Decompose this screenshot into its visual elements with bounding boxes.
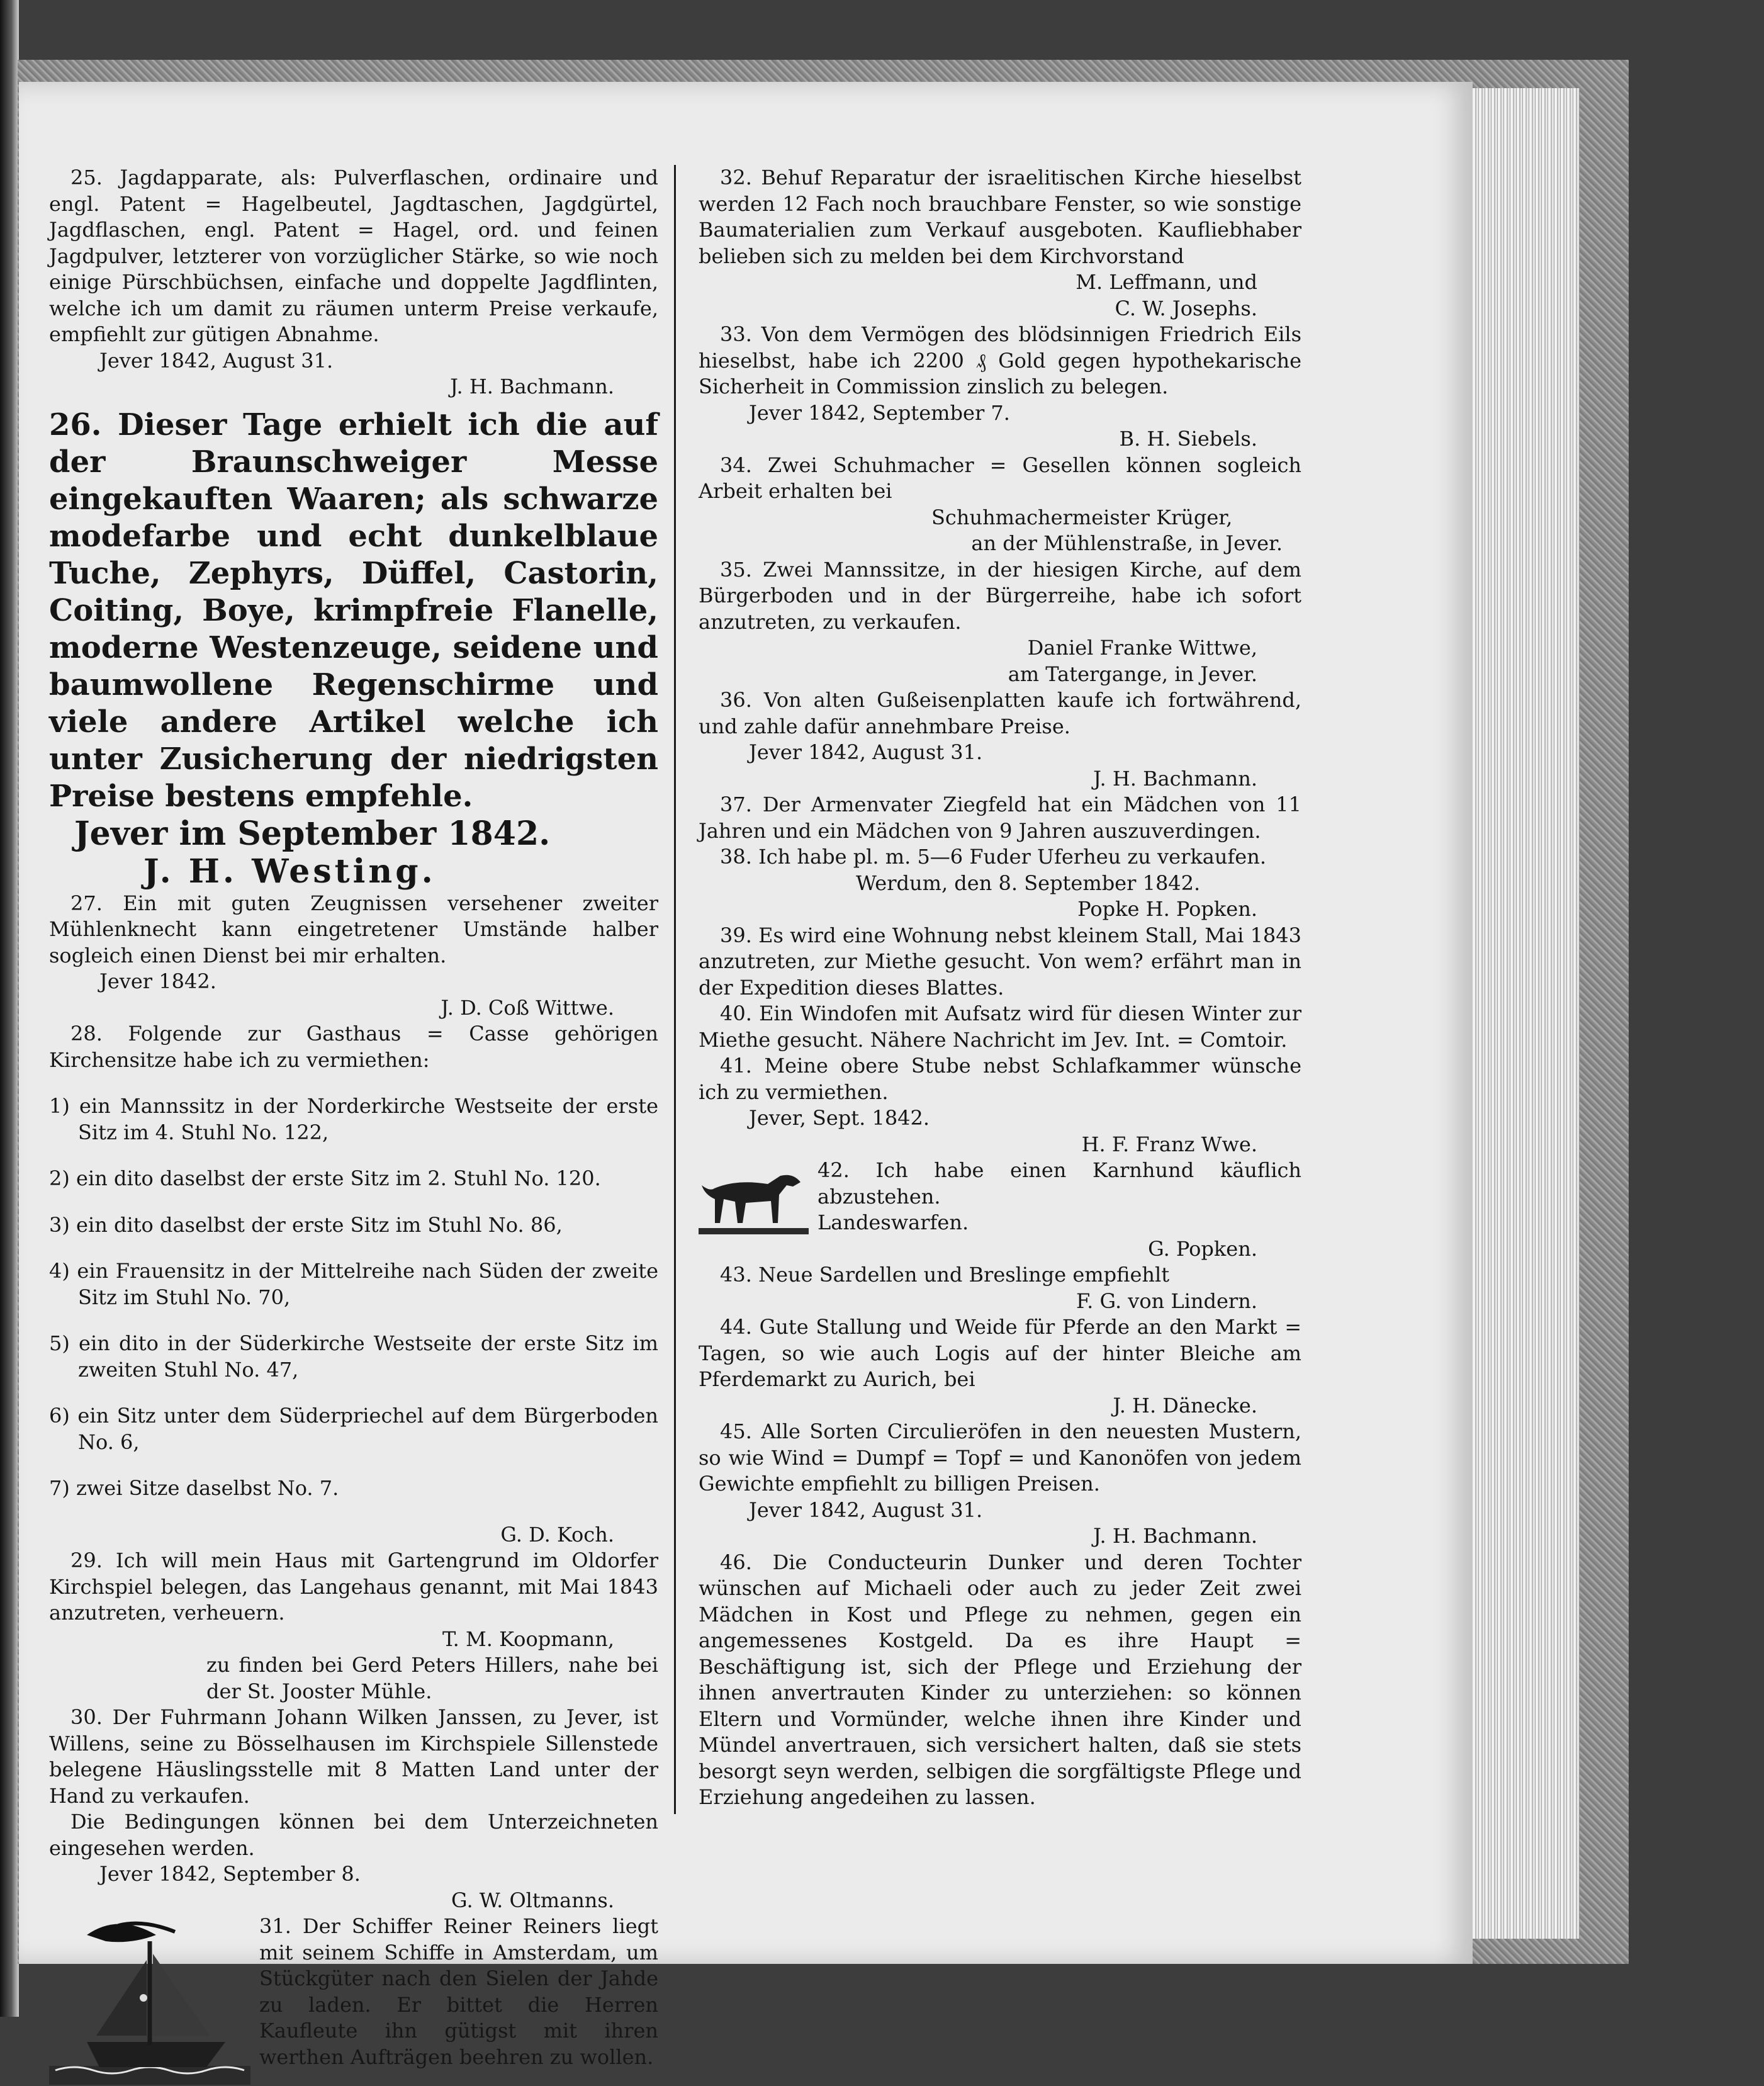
list-item: 3) ein dito daselbst der erste Sitz im Stuhl No. 86, bbox=[49, 1212, 563, 1237]
dog-woodcut-icon bbox=[699, 1160, 809, 1236]
list-item: 5) ein dito in der Süderkirche Westseite der erste Sitz im zweiten Stuhl No. 47, bbox=[49, 1331, 658, 1382]
advertisement-42 bbox=[699, 1158, 1301, 1262]
column-divider bbox=[674, 165, 676, 1814]
ad-text: 46. Die Conducteurin Dunker und deren Tochter wünschen auf Michaeli oder auch zu jeder Zeit zwei Mädchen in Kost und Pflege zu nehmen, gegen ein angemessenes Kostgeld. Da es ihre Haupt = Beschäftigung ist, sich der Pflege und Erziehung der ihnen anvertrauten Kinder zu unterziehen: so können Eltern und Vormünder, welche ihnen ihre Kinder und Mündel anvertrauen, sich versichert halten, daß sie stets besorgt seyn werden, selbigen die sorgfältigste Pflege und Erziehung angedeihen zu lassen. bbox=[699, 1550, 1301, 1809]
ad-place-date: Werdum, den 8. September 1842. bbox=[856, 871, 1201, 895]
left-page-gutter bbox=[0, 0, 19, 2017]
ad-intro: 28. Folgende zur Gasthaus = Casse gehörigen Kirchensitze habe ich zu vermiethen: bbox=[49, 1022, 658, 1072]
ad-signature: F. G. von Lindern. bbox=[1076, 1288, 1257, 1313]
ad-location: an der Mühlenstraße, in Jever. bbox=[971, 531, 1283, 555]
list-item: 7) zwei Sitze daselbst No. 7. bbox=[49, 1476, 339, 1500]
list-item: 4) ein Frauensitz in der Mittelreihe nach Süden der zweite Sitz im Stuhl No. 70, bbox=[49, 1259, 658, 1309]
ad-location: zu finden bei Gerd Peters Hillers, nahe bei der St. Jooster Mühle. bbox=[206, 1653, 658, 1703]
ad-text: 29. Ich will mein Haus mit Gartengrund im Oldorfer Kirchspiel belegen, das Langehaus genannt, mit Mai 1843 anzutreten, verheuern. bbox=[49, 1548, 658, 1625]
ad-text: 38. Ich habe pl. m. 5—6 Fuder Uferheu zu verkaufen. bbox=[720, 845, 1266, 869]
ad-signature: G. W. Oltmanns. bbox=[451, 1888, 614, 1912]
advertisement-30 bbox=[49, 1705, 658, 1914]
ad-signature: Daniel Franke Wittwe, bbox=[1027, 636, 1257, 660]
ad-text: 40. Ein Windofen mit Aufsatz wird für diesen Winter zur Miethe gesucht. Nähere Nachricht im Jev. Int. = Comtoir. bbox=[699, 1001, 1301, 1052]
ad-text: 45. Alle Sorten Circulieröfen in den neuesten Mustern, so wie Wind = Dumpf = Topf = und Kanonöfen von jedem Gewichte empfiehlt zu billigen Preisen. bbox=[699, 1419, 1301, 1496]
advertisement-31 bbox=[49, 1914, 658, 2086]
advertisement-41 bbox=[699, 1053, 1301, 1158]
list-item: 2) ein dito daselbst der erste Sitz im 2. Stuhl No. 120. bbox=[49, 1166, 601, 1190]
ad-text: 34. Zwei Schuhmacher = Gesellen können sogleich Arbeit erhalten bei bbox=[699, 453, 1301, 503]
ad-text: 30. Der Fuhrmann Johann Wilken Janssen, zu Jever, ist Willens, seine zu Bösselhausen im Kirchspiele Sillenstede belegene Häuslingsstelle mit 8 Matten Land unter der Hand zu verkaufen. bbox=[49, 1705, 658, 1808]
ad-place-date: Jever 1842. bbox=[99, 969, 216, 993]
ad-place: Landeswarfen. bbox=[817, 1210, 969, 1234]
ad-signature: B. H. Siebels. bbox=[1119, 427, 1257, 451]
ad-place-date: Jever 1842, September 7. bbox=[749, 400, 1010, 425]
list-item: 1) ein Mannssitz in der Norderkirche Westseite der erste Sitz im 4. Stuhl No. 122, bbox=[49, 1094, 658, 1144]
ad-place-date: Jever 1842, August 31. bbox=[749, 740, 983, 764]
ad-signature: T. M. Koopmann, bbox=[442, 1627, 614, 1651]
advertisement-46 bbox=[699, 1550, 1301, 1811]
ad-signature: G. D. Koch. bbox=[500, 1522, 614, 1547]
ad-text-large: 26. Dieser Tage erhielt ich die auf der Braunschweiger Messe eingekauften Waaren; als schwarze modefarbe und echt dunkelblaue Tuche, Zephyrs, Düffel, Castorin, Coiting, Boye, krimpfreie Flanelle, moderne Westenzeuge, seidene und baumwollene Regenschirme und viele andere Artikel welche ich unter Zusicherung der niedrigsten Preise bestens empfehle. bbox=[49, 407, 658, 814]
ad-signature: C. W. Josephs. bbox=[1115, 296, 1257, 320]
advertisement-35 bbox=[699, 557, 1301, 688]
advertisement-45 bbox=[699, 1419, 1301, 1550]
advertisement-28 bbox=[49, 1021, 658, 1548]
ad-text: 39. Es wird eine Wohnung nebst kleinem Stall, Mai 1843 anzutreten, zur Miethe gesucht. Von wem? erfährt man in der Expedition dieses Blattes. bbox=[699, 923, 1301, 1000]
ad-place-date: Jever im September 1842. bbox=[74, 814, 551, 853]
ad-text: 42. Ich habe einen Karnhund käuflich abzustehen. bbox=[817, 1158, 1301, 1209]
ad-place-date: Jever, Sept. 1842. bbox=[749, 1106, 930, 1130]
ad-signature: J. D. Coß Wittwe. bbox=[441, 995, 614, 1020]
advertisement-33 bbox=[699, 322, 1301, 453]
ad-text: 44. Gute Stallung und Weide für Pferde an den Markt = Tagen, so wie auch Logis auf der hinter Bleiche am Pferdemarkt zu Aurich, bei bbox=[699, 1315, 1301, 1391]
ad-location: am Tatergange, in Jever. bbox=[1008, 662, 1257, 686]
advertisement-29 bbox=[49, 1548, 658, 1705]
ad-signature: J. H. Bachmann. bbox=[1093, 1524, 1257, 1548]
ad-signature: Schuhmachermeister Krüger, bbox=[931, 505, 1233, 529]
advertisement-32 bbox=[699, 165, 1301, 322]
advertisement-39 bbox=[699, 923, 1301, 1001]
left-column bbox=[49, 165, 658, 2086]
ad-place-date: Jever 1842, September 8. bbox=[99, 1862, 361, 1886]
advertisement-27 bbox=[49, 891, 658, 1022]
ad-signature: G. Popken. bbox=[1148, 1236, 1257, 1261]
ad-text: 27. Ein mit guten Zeugnissen versehener zweiter Mühlenknecht kann eingetretener Umstände halber sogleich einen Dienst bei mir erhalten. bbox=[49, 891, 658, 967]
ad-signature: J. H. Westing. bbox=[143, 852, 436, 891]
ad-text: 33. Von dem Vermögen des blödsinnigen Friedrich Eils hieselbst, habe ich 2200 ₰ Gold gegen hypothekarische Sicherheit in Commission zinslich zu belegen. bbox=[699, 322, 1301, 398]
advertisement-26 bbox=[49, 407, 658, 891]
ad-text: 35. Zwei Mannssitze, in der hiesigen Kirche, auf dem Bürgerboden und in der Bürgerreihe, habe ich sofort anzutreten, zu verkaufen. bbox=[699, 557, 1301, 634]
advertisement-44 bbox=[699, 1314, 1301, 1419]
ad-text: 37. Der Armenvater Ziegfeld hat ein Mädchen von 11 Jahren und ein Mädchen von 9 Jahren auszuverdingen. bbox=[699, 792, 1301, 843]
advertisement-40 bbox=[699, 1001, 1301, 1053]
ad-place-date: Jever 1842, August 31. bbox=[99, 348, 334, 373]
advertisement-38 bbox=[699, 844, 1301, 923]
advertisement-34 bbox=[699, 453, 1301, 557]
ad-text: 25. Jagdapparate, als: Pulverflaschen, ordinaire und engl. Patent = Hagelbeutel, Jagdtaschen, Jagdgürtel, Jagdflaschen, engl. Patent = Hagel, ord. und feinen Jagdpulver, letzterer von vorzüglicher Stärke, so wie noch einige Pürschbüchsen, einfache und doppelte Jagdflinten, welche ich um damit zu räumen unterm Preise verkaufe, empfiehlt zur gütigen Abnahme. bbox=[49, 166, 658, 346]
advertisement-43 bbox=[699, 1262, 1301, 1314]
ad-text: 31. Der Schiffer Reiner Reiners liegt mit seinem Schiffe in Amsterdam, um Stückgüter nach den Sielen der Jahde zu laden. Er bittet die Herren Kaufleute ihn gütigst mit ihren werthen Aufträgen beehren zu wollen. bbox=[259, 1914, 658, 2069]
page-edges bbox=[1466, 88, 1580, 1939]
advertisement-37 bbox=[699, 792, 1301, 844]
list-item: 6) ein Sitz unter dem Süderpriechel auf dem Bürgerboden No. 6, bbox=[49, 1404, 658, 1454]
ad-signature: Popke H. Popken. bbox=[1077, 897, 1257, 921]
ad-text: 32. Behuf Reparatur der israelitischen Kirche hieselbst werden 12 Fach noch brauchbare Fenster, so wie sonstige Baumaterialien zum Verkauf ausgeboten. Kaufliebhaber belieben sich zu melden bei dem Kirchvorstand bbox=[699, 166, 1301, 268]
ad-signature: M. Leffmann, und bbox=[1076, 270, 1257, 294]
advertisement-25 bbox=[49, 165, 658, 400]
ad-signature: J. H. Bachmann. bbox=[450, 375, 614, 398]
advertisement-36 bbox=[699, 687, 1301, 792]
ad-signature: H. F. Franz Wwe. bbox=[1081, 1132, 1257, 1156]
ad-place-date: Jever 1842, August 31. bbox=[749, 1497, 983, 1522]
right-column bbox=[699, 165, 1301, 1811]
ad-text: 43. Neue Sardellen und Breslinge empfiehlt bbox=[720, 1263, 1170, 1287]
ship-woodcut-icon bbox=[49, 1916, 250, 2086]
ad-text-2: Die Bedingungen können bei dem Unterzeichneten eingesehen werden. bbox=[49, 1810, 658, 1860]
ad-text: 36. Von alten Gußeisenplatten kaufe ich fortwährend, und zahle dafür annehmbare Preise. bbox=[699, 688, 1301, 738]
ad-signature: J. H. Dänecke. bbox=[1113, 1393, 1257, 1418]
ad-text: 41. Meine obere Stube nebst Schlafkammer wünsche ich zu vermiethen. bbox=[699, 1054, 1301, 1104]
ad-signature: J. H. Bachmann. bbox=[1093, 766, 1257, 791]
